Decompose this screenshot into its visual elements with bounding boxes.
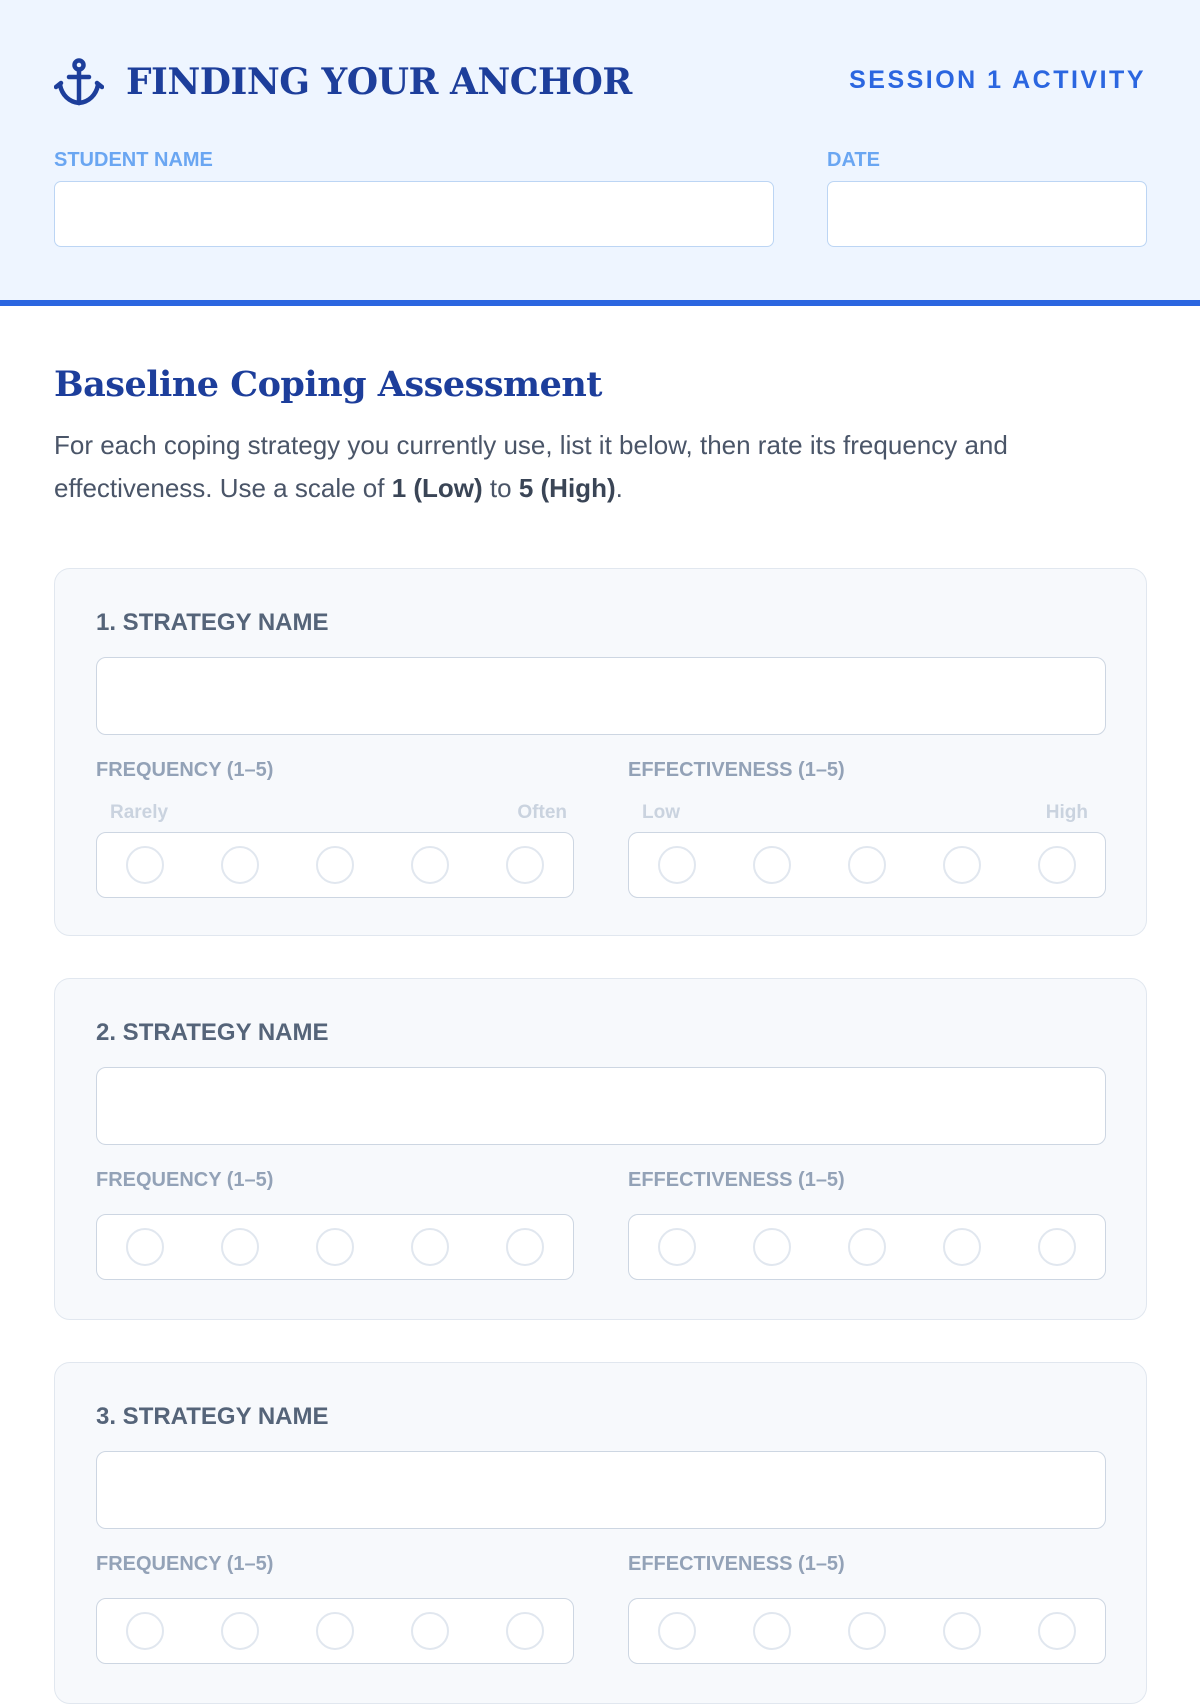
student-name-label: STUDENT NAME: [54, 149, 213, 171]
instructions-text: For each coping strategy you currently use, list it below, then rate its frequency and effectiveness. Use a scale of: [54, 430, 1008, 503]
section-title: Baseline Coping Assessment: [54, 364, 602, 405]
frequency-option-2[interactable]: [221, 1228, 259, 1266]
strategy-name-input[interactable]: [96, 1067, 1106, 1145]
effectiveness-scale: [628, 1214, 1106, 1280]
frequency-label: FREQUENCY (1–5): [96, 759, 274, 781]
frequency-option-1[interactable]: [126, 1612, 164, 1650]
strategy-card: [54, 978, 1147, 1320]
effectiveness-option-3[interactable]: [848, 1228, 886, 1266]
strategy-card: [54, 1362, 1147, 1704]
session-label: SESSION 1 ACTIVITY: [849, 66, 1146, 94]
scale-high-text: 5 (High): [518, 473, 616, 503]
frequency-option-3[interactable]: [316, 1228, 354, 1266]
page-title: FINDING YOUR ANCHOR: [126, 61, 632, 103]
section-instructions: [54, 424, 1154, 510]
effectiveness-high-anchor: High: [1045, 802, 1088, 823]
effectiveness-option-5[interactable]: [1038, 1228, 1076, 1266]
strategy-label: 3. STRATEGY NAME: [96, 1403, 329, 1430]
effectiveness-option-1[interactable]: [658, 846, 696, 884]
anchor-icon: [54, 57, 104, 107]
effectiveness-label: EFFECTIVENESS (1–5): [628, 759, 845, 781]
frequency-option-1[interactable]: [126, 846, 164, 884]
effectiveness-scale: [628, 1598, 1106, 1664]
effectiveness-option-2[interactable]: [753, 1228, 791, 1266]
strategy-label: 1. STRATEGY NAME: [96, 609, 329, 636]
frequency-option-4[interactable]: [411, 846, 449, 884]
frequency-option-4[interactable]: [411, 1228, 449, 1266]
worksheet-header: [0, 0, 1200, 306]
scale-low-text: 1 (Low): [391, 473, 483, 503]
frequency-option-1[interactable]: [126, 1228, 164, 1266]
strategy-name-input[interactable]: [96, 1451, 1106, 1529]
frequency-option-5[interactable]: [506, 846, 544, 884]
effectiveness-option-2[interactable]: [753, 846, 791, 884]
student-name-input[interactable]: [54, 181, 774, 247]
frequency-label: FREQUENCY (1–5): [96, 1169, 274, 1191]
effectiveness-label: EFFECTIVENESS (1–5): [628, 1553, 845, 1575]
frequency-option-5[interactable]: [506, 1228, 544, 1266]
strategy-label: 2. STRATEGY NAME: [96, 1019, 329, 1046]
instructions-end: .: [615, 473, 623, 503]
frequency-low-anchor: Rarely: [110, 802, 169, 823]
date-label: DATE: [827, 149, 880, 171]
frequency-scale: [96, 832, 574, 898]
effectiveness-option-4[interactable]: [943, 1228, 981, 1266]
effectiveness-option-4[interactable]: [943, 1612, 981, 1650]
frequency-option-2[interactable]: [221, 1612, 259, 1650]
frequency-option-3[interactable]: [316, 846, 354, 884]
effectiveness-option-5[interactable]: [1038, 846, 1076, 884]
frequency-scale: [96, 1598, 574, 1664]
effectiveness-option-3[interactable]: [848, 846, 886, 884]
effectiveness-option-5[interactable]: [1038, 1612, 1076, 1650]
effectiveness-option-3[interactable]: [848, 1612, 886, 1650]
brand: [54, 54, 632, 110]
strategy-name-input[interactable]: [96, 657, 1106, 735]
effectiveness-option-4[interactable]: [943, 846, 981, 884]
effectiveness-option-2[interactable]: [753, 1612, 791, 1650]
effectiveness-scale: [628, 832, 1106, 898]
frequency-option-4[interactable]: [411, 1612, 449, 1650]
frequency-high-anchor: Often: [517, 802, 567, 823]
scale-connector-text: to: [482, 473, 519, 503]
strategy-card: [54, 568, 1147, 936]
date-input[interactable]: [827, 181, 1147, 247]
frequency-scale: [96, 1214, 574, 1280]
frequency-option-2[interactable]: [221, 846, 259, 884]
effectiveness-label: EFFECTIVENESS (1–5): [628, 1169, 845, 1191]
frequency-label: FREQUENCY (1–5): [96, 1553, 274, 1575]
frequency-option-3[interactable]: [316, 1612, 354, 1650]
effectiveness-option-1[interactable]: [658, 1612, 696, 1650]
effectiveness-low-anchor: Low: [642, 802, 680, 823]
frequency-option-5[interactable]: [506, 1612, 544, 1650]
effectiveness-option-1[interactable]: [658, 1228, 696, 1266]
